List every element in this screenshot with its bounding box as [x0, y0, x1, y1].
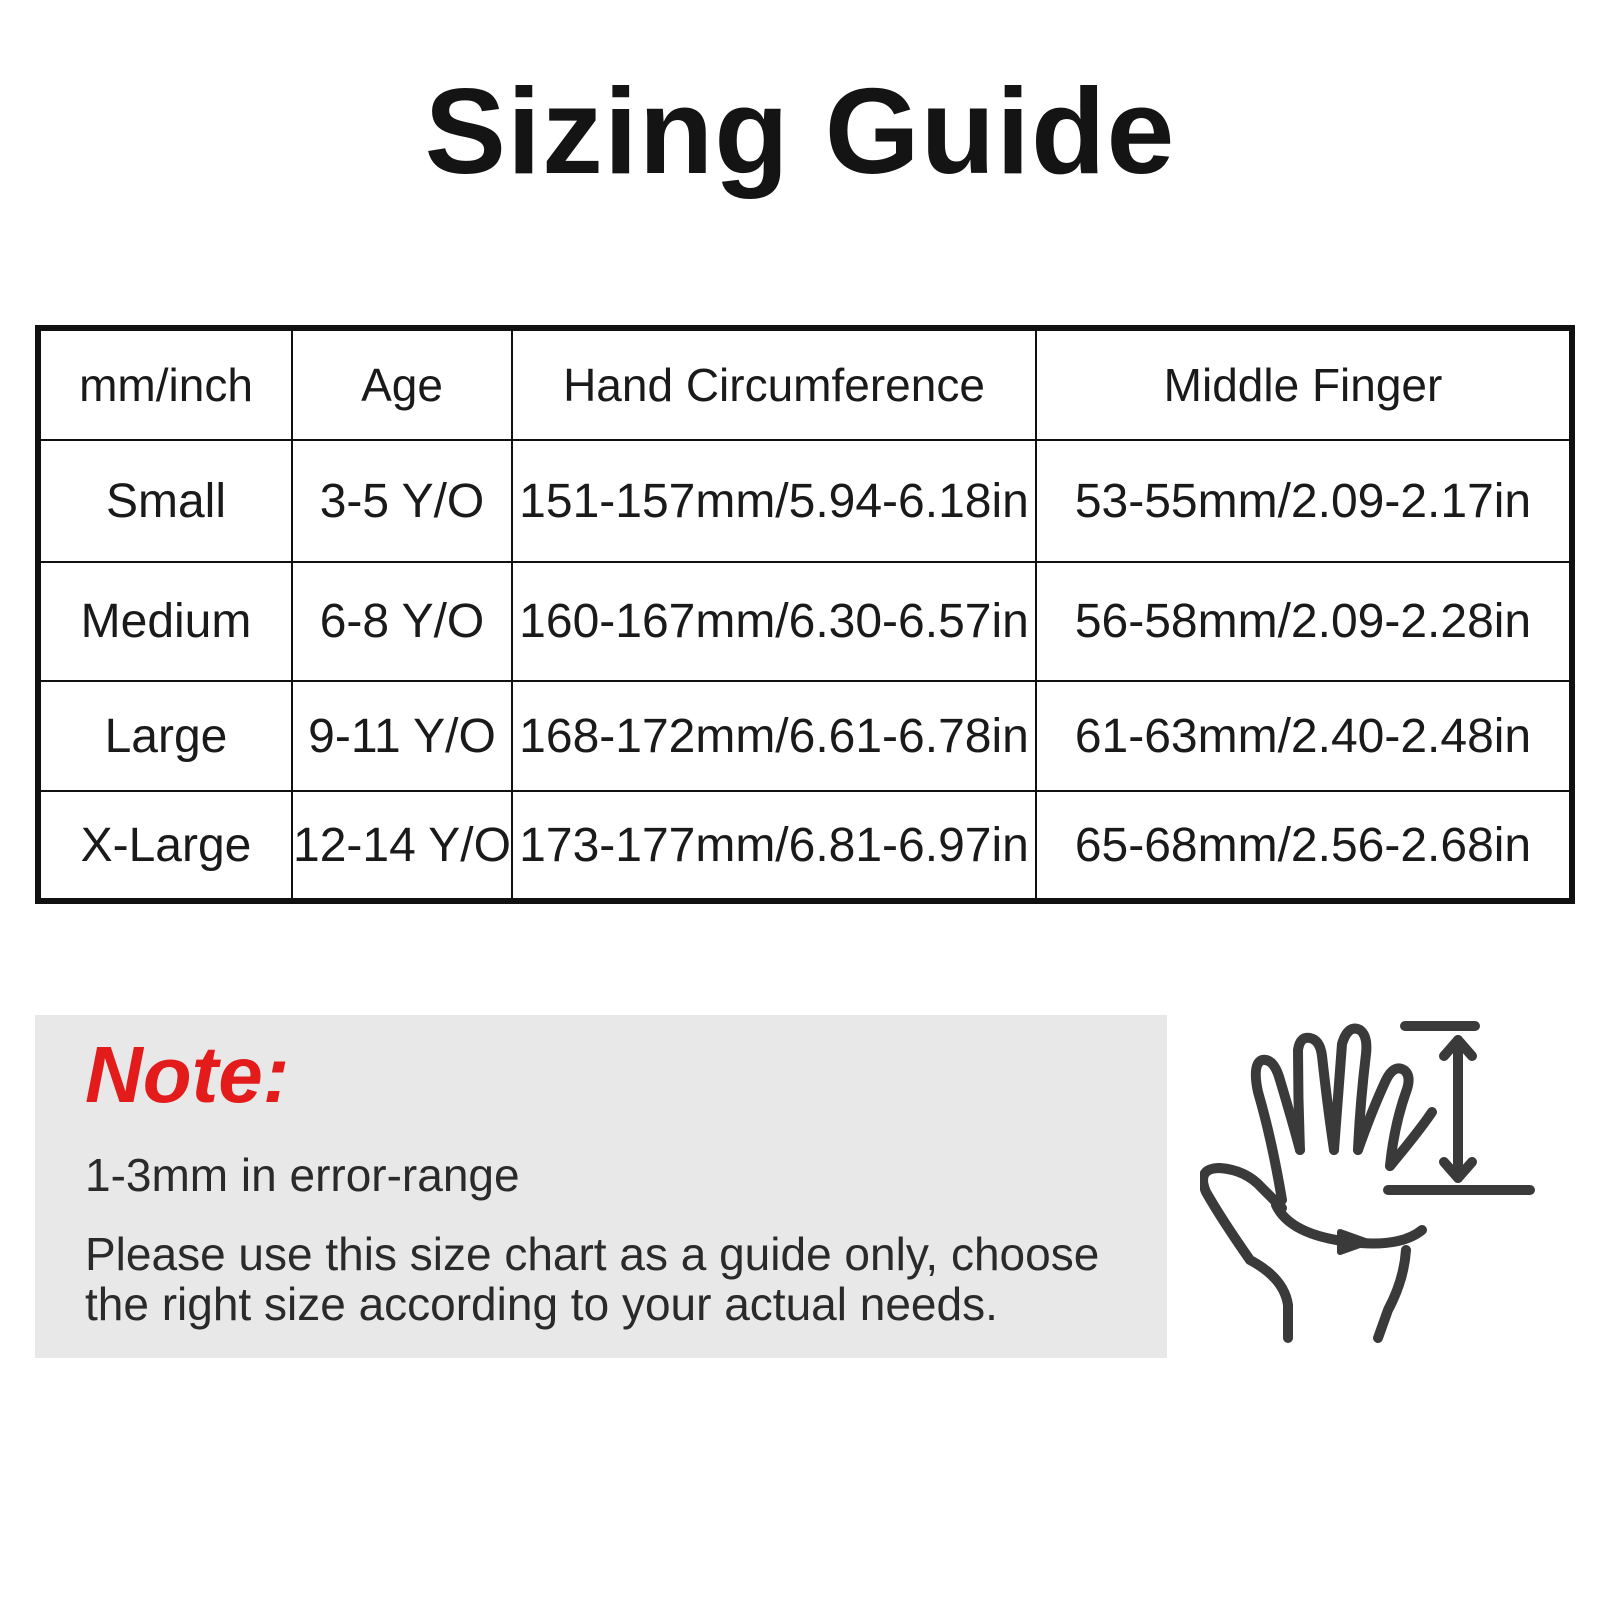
age-cell: 3-5 Y/O: [292, 440, 512, 562]
middle-finger-cell: 56-58mm/2.09-2.28in: [1036, 562, 1572, 681]
age-cell: 9-11 Y/O: [292, 681, 512, 791]
note-title: Note:: [85, 1030, 290, 1119]
size-cell: Small: [38, 440, 292, 562]
size-cell: Large: [38, 681, 292, 791]
hand-circumference-cell: 168-172mm/6.61-6.78in: [512, 681, 1036, 791]
middle-finger-cell: 61-63mm/2.40-2.48in: [1036, 681, 1572, 791]
note-usage-advice: Please use this size chart as a guide only, choose the right size according to your actual needs.: [85, 1228, 1100, 1330]
header-middle-finger: Middle Finger: [1036, 328, 1572, 440]
hand-circumference-cell: 151-157mm/5.94-6.18in: [512, 440, 1036, 562]
note-box: [35, 1015, 1167, 1358]
page-title: Sizing Guide: [424, 63, 1176, 199]
table-row: [38, 791, 1572, 901]
size-cell: X-Large: [38, 791, 292, 901]
hand-circumference-cell: 173-177mm/6.81-6.97in: [512, 791, 1036, 901]
header-unit: mm/inch: [38, 328, 292, 440]
age-cell: 12-14 Y/O: [292, 791, 512, 901]
size-cell: Medium: [38, 562, 292, 681]
note-error-range: 1-3mm in error-range: [85, 1149, 520, 1201]
middle-finger-cell: 65-68mm/2.56-2.68in: [1036, 791, 1572, 901]
table-row: [38, 681, 1572, 791]
table-header-row: [38, 328, 1572, 440]
table-row: [38, 562, 1572, 681]
hand-measurement-icon: [1200, 1020, 1580, 1370]
middle-finger-cell: 53-55mm/2.09-2.17in: [1036, 440, 1572, 562]
sizing-table: [35, 325, 1575, 904]
hand-circumference-cell: 160-167mm/6.30-6.57in: [512, 562, 1036, 681]
age-cell: 6-8 Y/O: [292, 562, 512, 681]
header-hand-circumference: Hand Circumference: [512, 328, 1036, 440]
table-row: [38, 440, 1572, 562]
header-age: Age: [292, 328, 512, 440]
